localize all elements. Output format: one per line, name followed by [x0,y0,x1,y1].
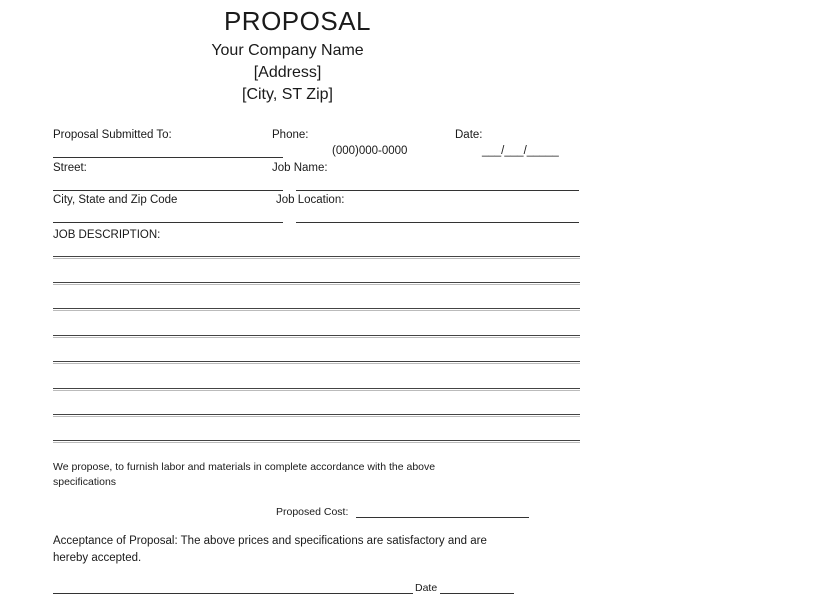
acceptance-text-line1: Acceptance of Proposal: The above prices and specifications are satisfactory and are [53,535,487,547]
job-description-line[interactable] [53,388,580,389]
job-description-line[interactable] [53,440,580,441]
street-field[interactable] [53,190,283,191]
company-name: Your Company Name [211,42,364,59]
job-description-line[interactable] [53,308,580,309]
submitted-to-label: Proposal Submitted To: [53,129,172,141]
job-location-field[interactable] [296,222,579,223]
phone-label: Phone: [272,129,309,141]
signature-field[interactable] [53,593,413,594]
job-location-label: Job Location: [276,194,345,206]
page-title: PROPOSAL [223,6,372,36]
signature-date-label: Date [415,582,438,594]
job-name-field[interactable] [296,190,579,191]
signature-date-field[interactable] [440,593,514,594]
phone-value[interactable]: (000)000-0000 [332,145,408,157]
job-description-label: JOB DESCRIPTION: [53,229,161,241]
job-description-line[interactable] [53,256,580,257]
propose-text-line1: We propose, to furnish labor and materials in complete accordance with the above [53,461,436,473]
date-value[interactable]: ___/___/_____ [482,145,559,157]
company-city: [City, ST Zip] [242,86,333,103]
job-description-line[interactable] [53,335,580,336]
city-state-zip-label: City, State and Zip Code [53,194,178,206]
street-label: Street: [53,162,87,174]
propose-text-line2: specifications [53,476,117,488]
job-description-line[interactable] [53,414,580,415]
job-name-label: Job Name: [272,162,328,174]
proposed-cost-label: Proposed Cost: [276,506,349,518]
company-address: [Address] [253,64,322,81]
job-description-line[interactable] [53,361,580,362]
proposed-cost-field[interactable] [356,517,529,518]
job-description-line[interactable] [53,282,580,283]
acceptance-text-line2: hereby accepted. [53,552,142,564]
date-label: Date: [455,129,483,141]
city-state-zip-field[interactable] [53,222,283,223]
submitted-to-field[interactable] [53,157,283,158]
